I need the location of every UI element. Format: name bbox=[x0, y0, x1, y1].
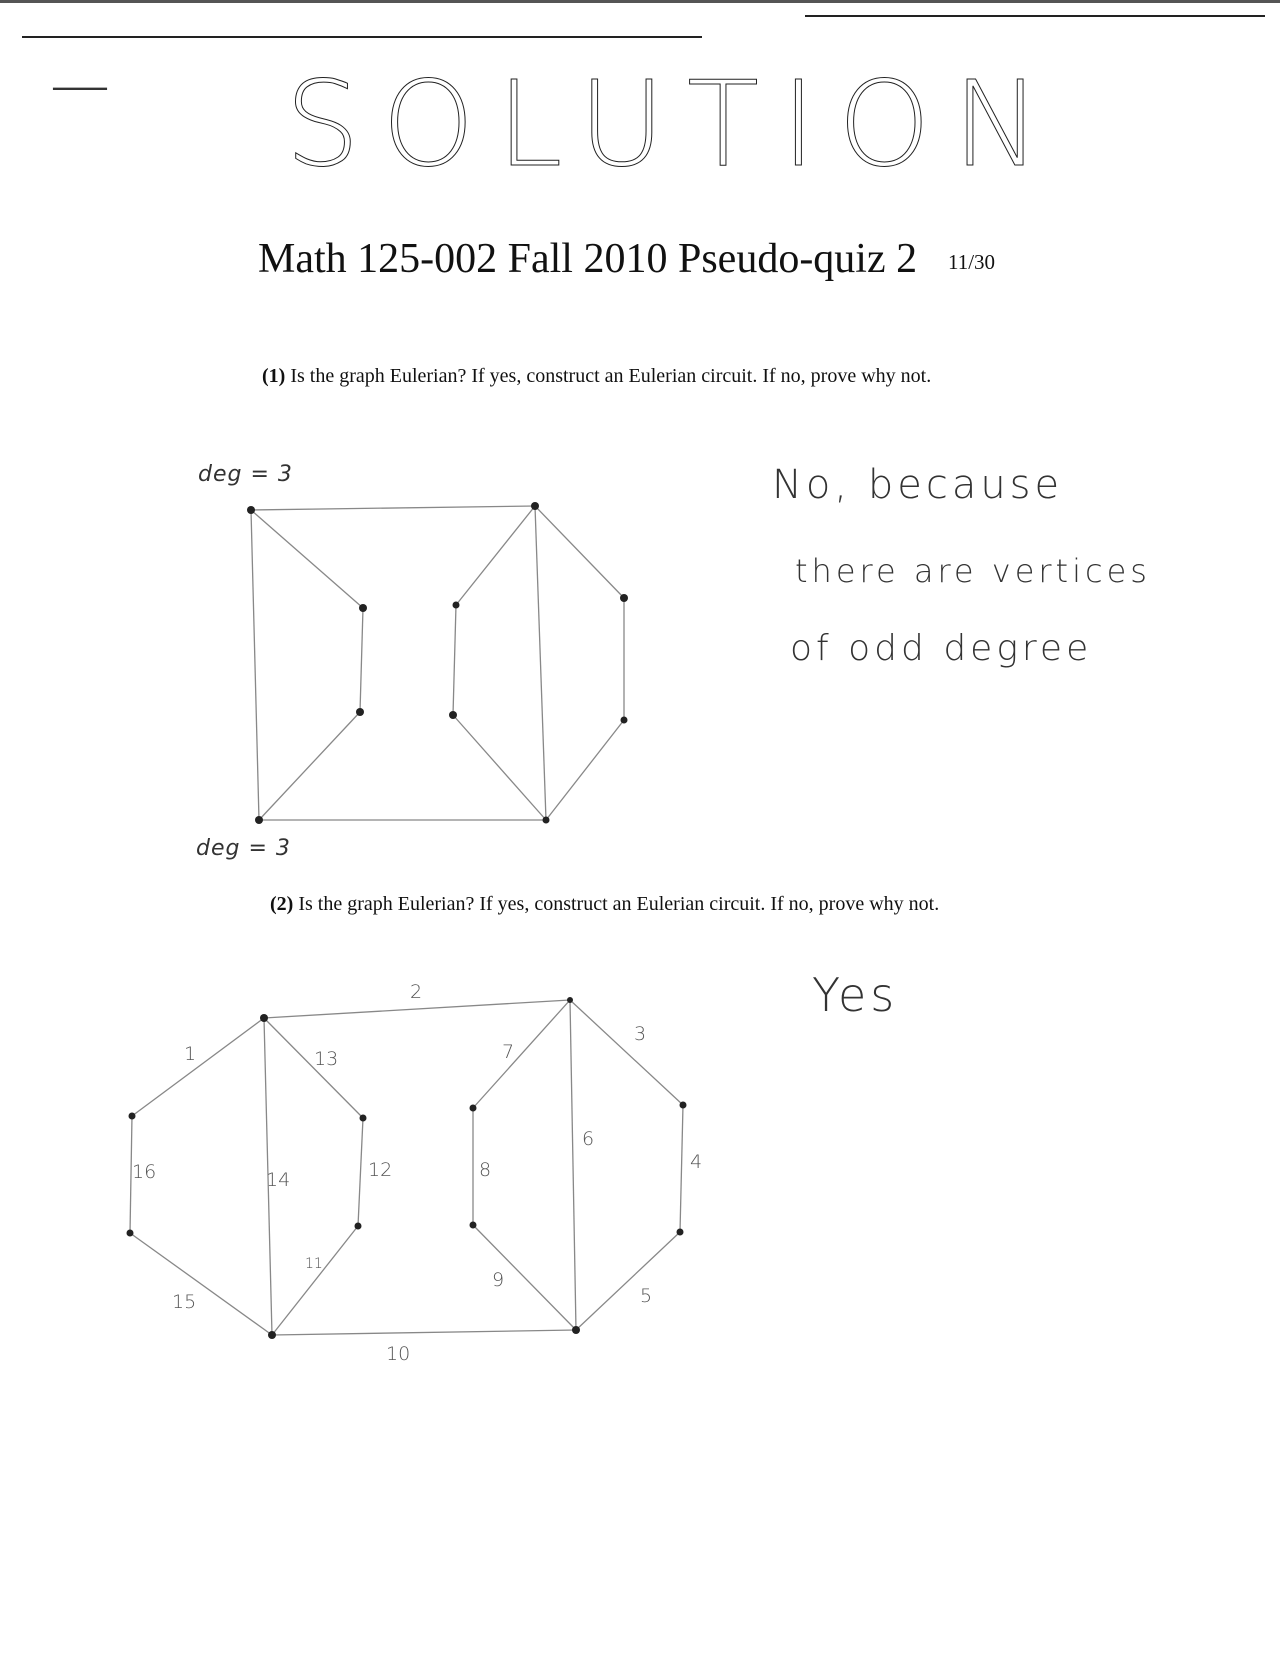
dash-mark: — bbox=[50, 50, 114, 120]
g2-edge bbox=[272, 1330, 576, 1335]
g2-edge bbox=[680, 1105, 683, 1232]
edge-label-13: 13 bbox=[314, 1048, 339, 1070]
q1-answer-line-3: of odd degree bbox=[790, 628, 1093, 669]
g2-vertex bbox=[470, 1222, 477, 1229]
edge-label-11: 11 bbox=[305, 1256, 323, 1272]
g2-vertex bbox=[268, 1331, 276, 1339]
edge-label-6: 6 bbox=[582, 1128, 595, 1150]
q1-answer-line-2: there are vertices bbox=[795, 552, 1151, 590]
edge-label-2: 2 bbox=[410, 981, 423, 1003]
g2-edge bbox=[570, 1000, 683, 1105]
g2-edge bbox=[473, 1000, 570, 1108]
graph-2-edge-labels bbox=[132, 981, 702, 1365]
q1-answer-line-1: No, because bbox=[772, 462, 1064, 508]
question-1-text: Is the graph Eulerian? If yes, construct an Eulerian circuit. If no, prove why not. bbox=[290, 365, 932, 387]
q2-answer: Yes bbox=[812, 968, 899, 1022]
edge-label-3: 3 bbox=[634, 1023, 647, 1045]
question-2-number: (2) bbox=[270, 893, 294, 915]
g2-edge bbox=[132, 1018, 264, 1116]
g2-vertex bbox=[360, 1115, 367, 1122]
graph-2-edges bbox=[130, 1000, 683, 1335]
g2-edge bbox=[570, 1000, 576, 1330]
g2-edge bbox=[272, 1226, 358, 1335]
g2-edge bbox=[130, 1233, 272, 1335]
edge-label-7: 7 bbox=[502, 1041, 515, 1063]
g2-vertex bbox=[677, 1229, 684, 1236]
edge-label-1: 1 bbox=[184, 1043, 197, 1065]
edge-label-8: 8 bbox=[479, 1159, 492, 1181]
question-2-text: Is the graph Eulerian? If yes, construct an Eulerian circuit. If no, prove why not. bbox=[298, 893, 940, 915]
g2-vertex bbox=[572, 1326, 580, 1334]
g2-edge bbox=[576, 1232, 680, 1330]
solution-heading: SOLUTION bbox=[285, 55, 1064, 193]
g2-vertex bbox=[470, 1105, 477, 1112]
edge-label-5: 5 bbox=[640, 1285, 653, 1307]
graph-2-vertices bbox=[127, 997, 687, 1339]
edge-label-15: 15 bbox=[172, 1291, 197, 1313]
edge-label-4: 4 bbox=[690, 1151, 703, 1173]
edge-label-10: 10 bbox=[386, 1343, 411, 1365]
g2-vertex bbox=[129, 1113, 136, 1120]
g2-edge bbox=[473, 1225, 576, 1330]
g2-vertex bbox=[127, 1230, 134, 1237]
edge-label-16: 16 bbox=[132, 1161, 157, 1183]
g2-vertex bbox=[567, 997, 573, 1003]
g2-edge bbox=[358, 1118, 363, 1226]
quiz-date: 11/30 bbox=[948, 250, 996, 274]
question-1-number: (1) bbox=[262, 365, 286, 387]
g2-vertex bbox=[355, 1223, 362, 1230]
g2-vertex bbox=[680, 1102, 687, 1109]
edge-label-12: 12 bbox=[368, 1159, 393, 1181]
g2-vertex bbox=[260, 1014, 268, 1022]
edge-label-14: 14 bbox=[266, 1169, 291, 1191]
edge-label-9: 9 bbox=[492, 1269, 505, 1291]
deg-label-top: deg = 3 bbox=[198, 462, 293, 487]
page-title: Math 125-002 Fall 2010 Pseudo-quiz 2 bbox=[258, 236, 918, 282]
deg-label-bottom: deg = 3 bbox=[196, 836, 291, 861]
